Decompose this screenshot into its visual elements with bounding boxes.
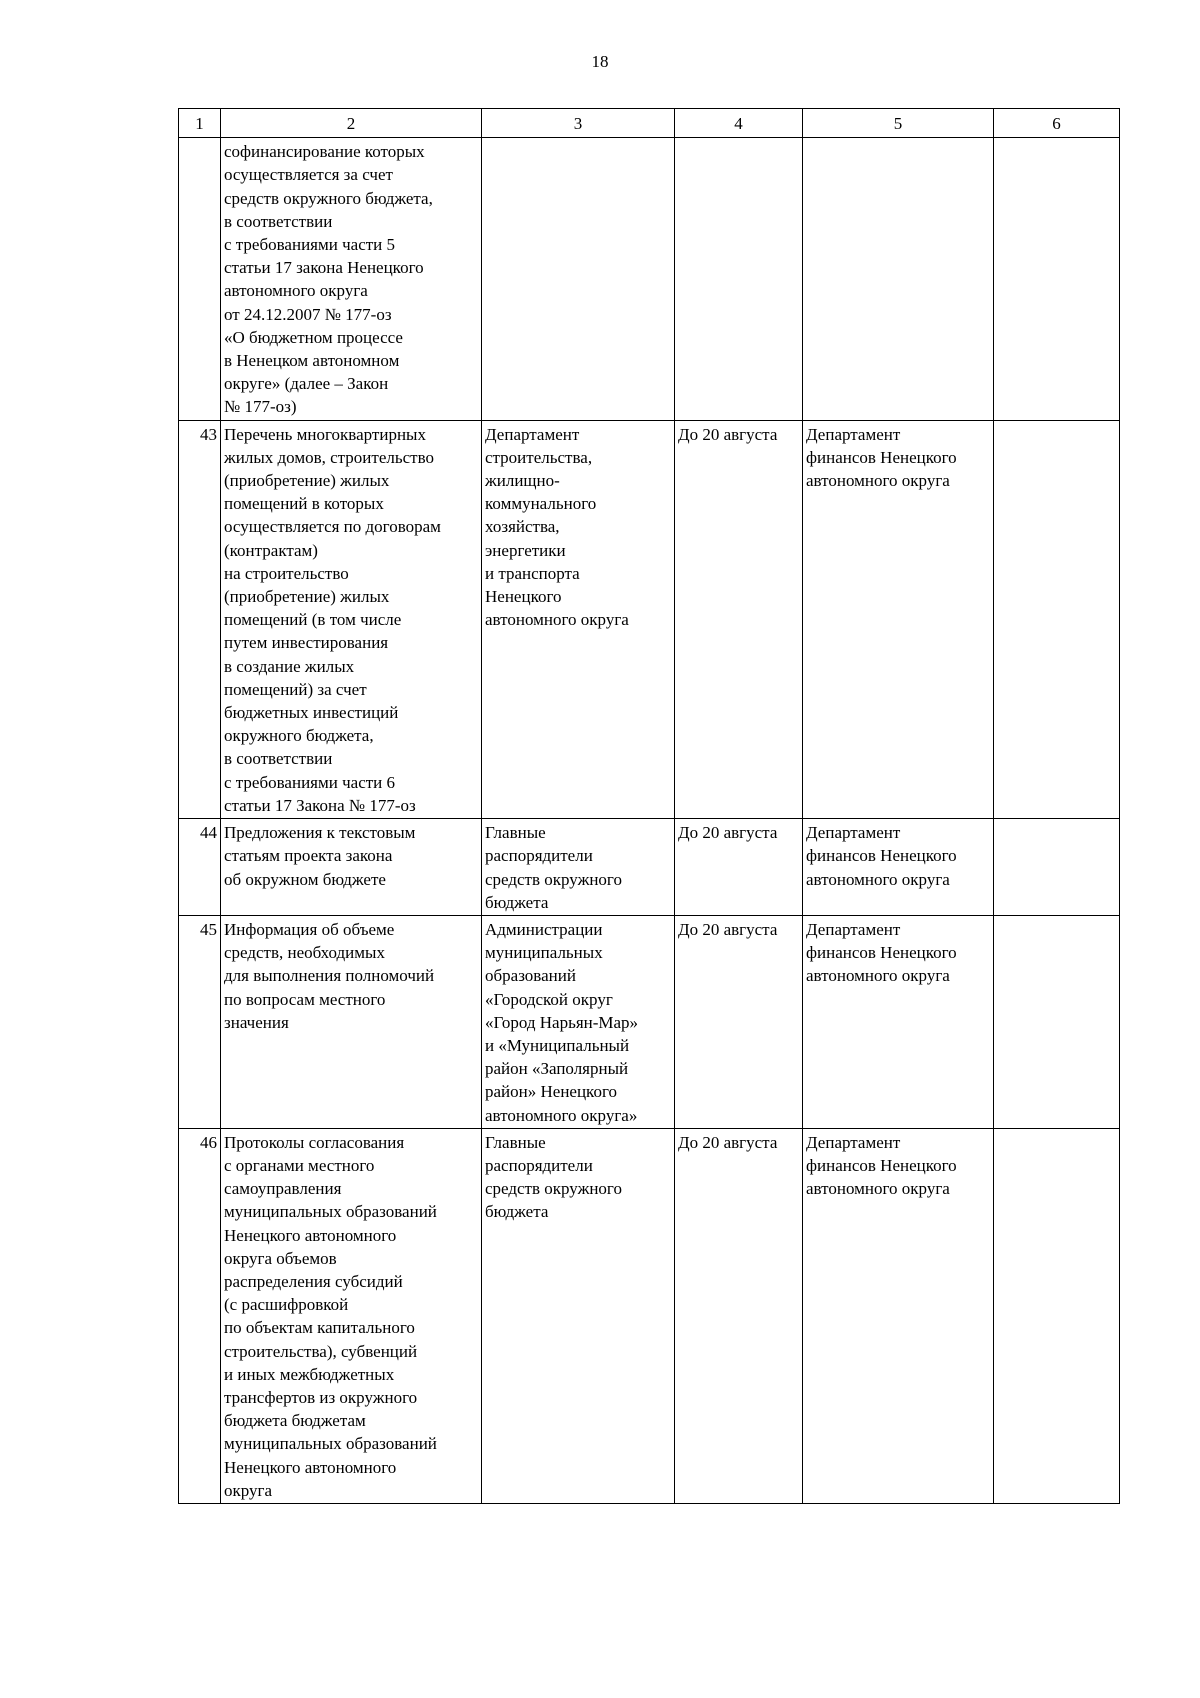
document-name-cell: Предложения к текстовым статьям проекта закона об окружном бюджете	[221, 819, 482, 916]
table-row	[179, 138, 1120, 420]
document-name-cell: Информация об объеме средств, необходимых для выполнения полномочий по вопросам местного значения	[221, 915, 482, 1128]
note-cell	[994, 915, 1120, 1128]
note-cell	[994, 819, 1120, 916]
note-cell	[994, 138, 1120, 420]
responsible-cell: Главные распорядители средств окружного бюджета	[482, 819, 675, 916]
document-name-cell: софинансирование которых осуществляется за счет средств окружного бюджета, в соответствии с требованиями части 5 статьи 17 закона Ненецкого автономного округа от 24.12.2007 № 177-оз «О бюджетном процессе в Ненецком автономном округе» (далее – Закон № 177-оз)	[221, 138, 482, 420]
page-number: 18	[591, 52, 609, 71]
table-row	[179, 915, 1120, 1128]
note-cell	[994, 1128, 1120, 1503]
deadline-cell	[675, 138, 803, 420]
recipient-cell: Департамент финансов Ненецкого автономного округа	[803, 1128, 994, 1503]
responsible-cell: Главные распорядители средств окружного бюджета	[482, 1128, 675, 1503]
column-header: 6	[994, 109, 1120, 138]
note-cell	[994, 420, 1120, 818]
row-number: 43	[179, 420, 221, 818]
column-header: 5	[803, 109, 994, 138]
recipient-cell: Департамент финансов Ненецкого автономного округа	[803, 915, 994, 1128]
column-header: 3	[482, 109, 675, 138]
deadline-cell: До 20 августа	[675, 819, 803, 916]
responsible-cell: Департамент строительства, жилищно- коммунального хозяйства, энергетики и транспорта Ненецкого автономного округа	[482, 420, 675, 818]
deadline-cell: До 20 августа	[675, 1128, 803, 1503]
recipient-cell: Департамент финансов Ненецкого автономного округа	[803, 420, 994, 818]
deadline-cell: До 20 августа	[675, 420, 803, 818]
row-number: 44	[179, 819, 221, 916]
table-header-row	[179, 109, 1120, 138]
responsible-cell: Администрации муниципальных образований «Городской округ «Город Нарьян-Мар» и «Муниципальный район «Заполярный район» Ненецкого автономного округа»	[482, 915, 675, 1128]
document-table	[178, 108, 1120, 1504]
document-name-cell: Протоколы согласования с органами местного самоуправления муниципальных образований Ненецкого автономного округа объемов распределения субсидий (с расшифровкой по объектам капитального строительства), субвенций и иных межбюджетных трансфертов из окружного бюджета бюджетам муниципальных образований Ненецкого автономного округа	[221, 1128, 482, 1503]
table-row	[179, 420, 1120, 818]
column-header: 2	[221, 109, 482, 138]
row-number: 46	[179, 1128, 221, 1503]
document-name-cell: Перечень многоквартирных жилых домов, строительство (приобретение) жилых помещений в которых осуществляется по договорам (контрактам) на строительство (приобретение) жилых помещений (в том числе путем инвестирования в создание жилых помещений) за счет бюджетных инвестиций окружного бюджета, в соответствии с требованиями части 6 статьи 17 Закона № 177-оз	[221, 420, 482, 818]
column-header: 4	[675, 109, 803, 138]
table-row	[179, 1128, 1120, 1503]
recipient-cell	[803, 138, 994, 420]
column-header: 1	[179, 109, 221, 138]
row-number: 45	[179, 915, 221, 1128]
responsible-cell	[482, 138, 675, 420]
recipient-cell: Департамент финансов Ненецкого автономного округа	[803, 819, 994, 916]
row-number	[179, 138, 221, 420]
table-row	[179, 819, 1120, 916]
deadline-cell: До 20 августа	[675, 915, 803, 1128]
